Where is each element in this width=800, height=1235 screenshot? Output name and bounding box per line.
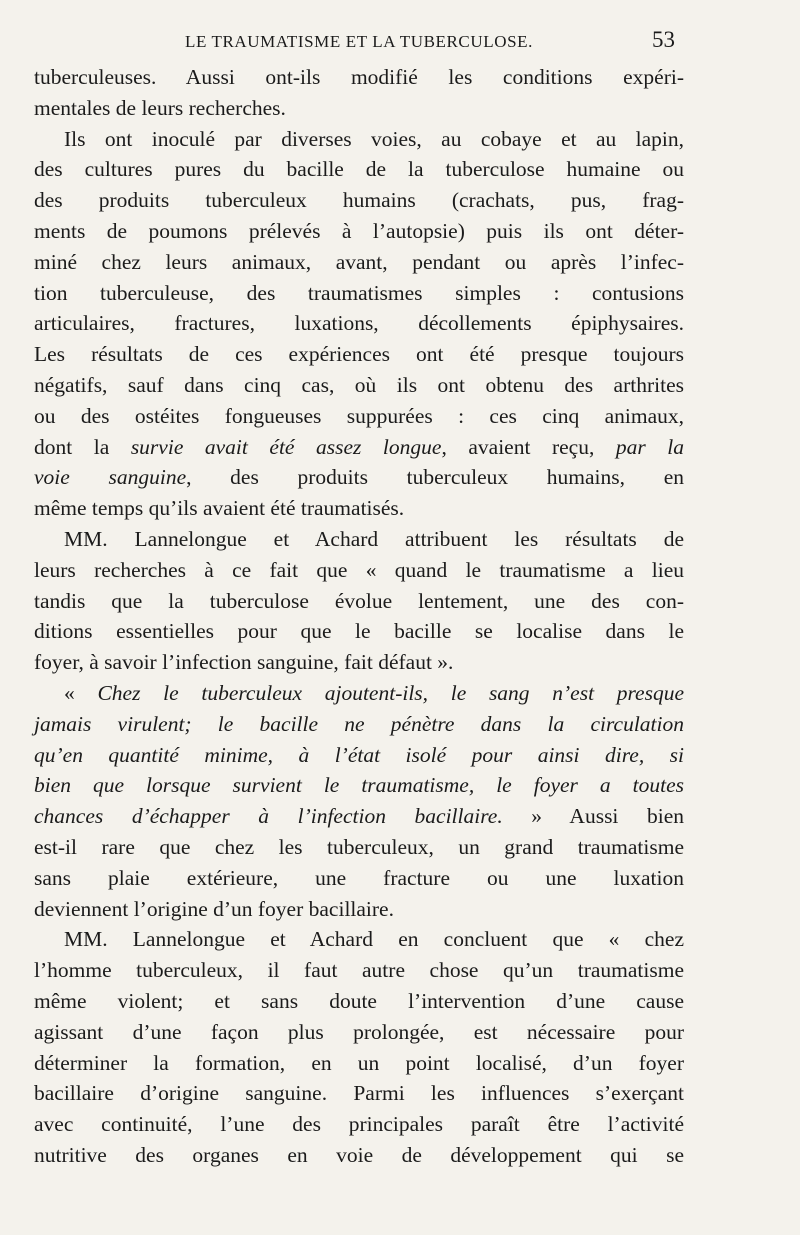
italic-segment: par la <box>615 434 684 459</box>
text-line: négatifs, sauf dans cinq cas, où ils ont obtenu des arthrites <box>34 372 684 397</box>
text-line: MM. Lannelongue et Achard attribuent les résultats de <box>64 526 684 551</box>
text-segment: « <box>64 680 98 705</box>
running-header: LE TRAUMATISME ET LA TUBERCULOSE. <box>184 32 533 51</box>
italic-segment: Chez le tuberculeux ajoutent-ils, le sang n’est presque <box>97 680 685 705</box>
text-line <box>34 801 684 832</box>
text-line: deviennent l’origine d’un foyer bacillaire. <box>34 896 394 921</box>
text-line: tandis que la tuberculose évolue lentement, une des con- <box>34 588 684 613</box>
text-line: déterminer la formation, en un point localisé, d’un foyer <box>34 1050 684 1075</box>
text-line <box>34 740 684 771</box>
text-segment: , avaient reçu, <box>441 434 616 459</box>
text-line: tion tuberculeuse, des traumatismes simples : contusions <box>34 280 684 305</box>
text-line: agissant d’une façon plus prolongée, est nécessaire pour <box>34 1019 684 1044</box>
text-line: ditions essentielles pour que le bacille se localise dans le <box>34 619 684 644</box>
text-line <box>34 462 684 493</box>
text-line: bacillaire d’origine sanguine. Parmi les influences s’exerçant <box>34 1081 684 1106</box>
body-text <box>34 62 684 1171</box>
text-line <box>34 770 684 801</box>
text-line: miné chez leurs animaux, avant, pendant ou après l’infec- <box>34 249 684 274</box>
text-line: Ils ont inoculé par diverses voies, au cobaye et au lapin, <box>64 126 684 151</box>
text-line: même violent; et sans doute l’intervention d’une cause <box>34 988 684 1013</box>
italic-segment: qu’en quantité minime, à l’état isolé pour ainsi dire, si <box>34 742 684 767</box>
text-line: ments de poumons prélevés à l’autopsie) puis ils ont déter- <box>34 218 684 243</box>
text-line: même temps qu’ils avaient été traumatisés. <box>34 496 405 521</box>
text-line: mentales de leurs recherches. <box>34 95 286 120</box>
page-number: 53 <box>652 27 675 52</box>
text-line: sans plaie extérieure, une fracture ou une luxation <box>34 865 684 890</box>
text-segment: » Aussi bien <box>502 804 684 829</box>
italic-segment: voie sanguine <box>34 465 187 490</box>
italic-segment: survie avait été assez longue <box>130 434 442 459</box>
text-line <box>34 678 684 709</box>
text-line: leurs recherches à ce fait que « quand le traumatisme a lieu <box>34 557 684 582</box>
text-line: MM. Lannelongue et Achard en concluent que « chez <box>64 927 684 952</box>
text-line: foyer, à savoir l’infection sanguine, fait défaut ». <box>34 650 454 675</box>
text-line: des produits tuberculeux humains (crachats, pus, frag- <box>34 188 684 213</box>
text-line <box>34 432 684 463</box>
text-segment: dont la <box>34 434 131 459</box>
text-segment: , des produits tuberculeux humains, en <box>186 465 684 490</box>
text-line: avec continuité, l’une des principales paraît être l’activité <box>34 1112 684 1137</box>
italic-segment: jamais virulent; le bacille ne pénètre dans la circulation <box>34 711 684 736</box>
text-line <box>34 709 684 740</box>
italic-segment: bien que lorsque survient le traumatisme, le foyer a toutes <box>34 773 684 798</box>
text-line: l’homme tuberculeux, il faut autre chose qu’un traumatisme <box>34 958 684 983</box>
text-line: tuberculeuses. Aussi ont-ils modifié les conditions expéri- <box>34 65 684 89</box>
text-line: ou des ostéites fongueuses suppurées : ces cinq animaux, <box>34 403 684 428</box>
text-line: articulaires, fractures, luxations, décollements épiphysaires. <box>34 311 684 336</box>
text-line: des cultures pures du bacille de la tuberculose humaine ou <box>34 157 684 182</box>
text-line: nutritive des organes en voie de développement qui se <box>34 1142 684 1167</box>
text-line: Les résultats de ces expériences ont été presque toujours <box>34 342 684 367</box>
italic-segment: chances d’échapper à l’infection bacillaire. <box>34 804 503 829</box>
text-line: est-il rare que chez les tuberculeux, un grand traumatisme <box>34 834 684 859</box>
